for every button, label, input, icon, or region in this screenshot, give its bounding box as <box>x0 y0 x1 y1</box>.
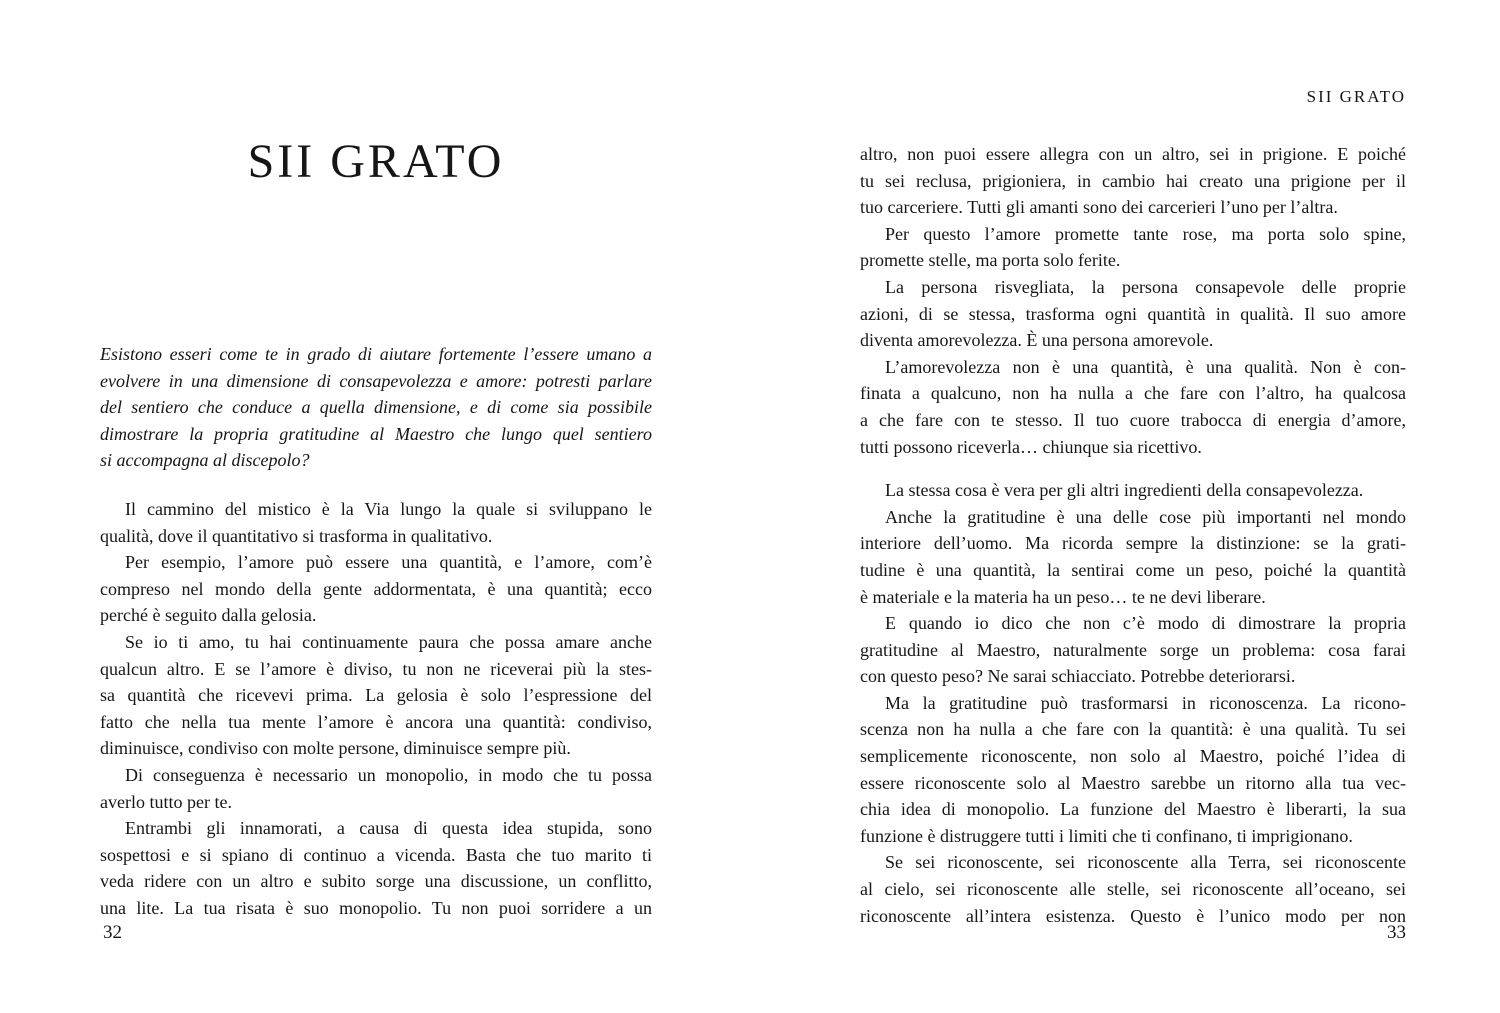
paragraph <box>860 610 1406 690</box>
text-line: Per esempio, l’amore può essere una quantità, e l’amore, com’è <box>125 552 652 573</box>
page-left <box>100 0 652 1013</box>
text-line: funzione è distruggere tutti i limiti che ti confinano, ti imprigionano. <box>860 825 1353 846</box>
text-line: compreso nel mondo della gente addormentata, è una quantità; ecco <box>100 578 652 599</box>
text-line: averlo tutto per te. <box>100 791 232 812</box>
text-line: Per questo l’amore promette tante rose, ma porta solo spine, <box>885 223 1406 244</box>
text-line: del sentiero che conduce a quella dimensione, e di come sia possibile <box>100 397 652 418</box>
text-line: si accompagna al discepolo? <box>100 450 310 471</box>
paragraph <box>860 274 1406 354</box>
text-line: tudine è una quantità, la sentirai come un peso, poiché la quantità <box>860 559 1406 580</box>
text-line: Ma la gratitudine può trasformarsi in riconoscenza. La ricono- <box>885 692 1406 713</box>
paragraph <box>860 354 1406 460</box>
text-line: perché è seguito dalla gelosia. <box>100 605 317 626</box>
paragraph <box>860 141 1406 221</box>
text-line: Se io ti amo, tu hai continuamente paura che possa amare anche <box>125 631 652 652</box>
text-line: diventa amorevolezza. È una persona amorevole. <box>860 330 1214 351</box>
paragraph <box>100 341 652 474</box>
text-line: altro, non puoi essere allegra con un altro, sei in prigione. E poiché <box>860 144 1406 164</box>
chapter-title: SII GRATO <box>247 135 505 188</box>
text-line: con questo peso? Ne sarai schiacciato. Potrebbe deteriorarsi. <box>860 666 1296 687</box>
text-line: Entrambi gli innamorati, a causa di questa idea stupida, sono <box>125 818 652 839</box>
text-line: fatto che nella tua mente l’amore è ancora una quantità: condiviso, <box>100 711 652 732</box>
left-body-text <box>100 496 652 922</box>
intro-question <box>100 341 652 474</box>
text-line: gratitudine al Maestro, naturalmente sorge un problema: cosa farai <box>860 639 1406 660</box>
text-line: finata a qualcuno, non ha nulla a che fare con l’altro, ha qualcosa <box>860 383 1406 404</box>
text-line: evolvere in una dimensione di consapevolezza e amore: potresti parlare <box>100 370 652 391</box>
text-line: al cielo, sei riconoscente alle stelle, sei riconoscente all’oceano, sei <box>860 879 1406 900</box>
text-line: tuo carceriere. Tutti gli amanti sono dei carcerieri l’uno per l’altra. <box>860 197 1338 218</box>
right-body-text <box>860 141 1406 929</box>
text-line: chia idea di monopolio. La funzione del Maestro è liberarti, la sua <box>860 799 1406 820</box>
text-line: dimostrare la propria gratitudine al Maestro che lungo quel sentiero <box>100 423 652 444</box>
text-line: Il cammino del mistico è la Via lungo la quale si sviluppano le <box>125 499 652 519</box>
text-line: Anche la gratitudine è una delle cose più importanti nel mondo <box>885 506 1406 527</box>
paragraph <box>100 629 652 762</box>
text-line: tu sei reclusa, prigioniera, in cambio hai creato una prigione per il <box>860 170 1406 191</box>
text-line: Esistono esseri come te in grado di aiutare fortemente l’essere umano a <box>100 344 652 364</box>
paragraph <box>860 690 1406 850</box>
text-line: una lite. La tua risata è suo monopolio. Tu non puoi sorridere a un <box>100 897 652 918</box>
text-line: qualità, dove il quantitativo si trasforma in qualitativo. <box>100 525 493 546</box>
paragraph <box>860 504 1406 610</box>
text-line: Se sei riconoscente, sei riconoscente alla Terra, sei riconoscente <box>885 852 1406 873</box>
paragraph <box>100 496 652 549</box>
paragraph <box>100 549 652 629</box>
running-header: SII GRATO <box>1306 87 1406 106</box>
paragraph <box>100 815 652 921</box>
text-line: L’amorevolezza non è una quantità, è una qualità. Non è con- <box>885 356 1406 377</box>
text-line: scenza non ha nulla a che fare con la quantità: è una qualità. Tu sei <box>860 719 1406 740</box>
text-line: essere riconoscente solo al Maestro sarebbe un ritorno alla tua vec- <box>860 772 1406 793</box>
paragraph <box>100 762 652 815</box>
text-line: Di conseguenza è necessario un monopolio, in modo che tu possa <box>125 764 652 785</box>
text-line: veda ridere con un altro e subito sorge una discussione, un conflitto, <box>100 871 652 892</box>
text-line: sa quantità che ricevevi prima. La gelosia è solo l’espressione del <box>100 685 652 706</box>
paragraph <box>860 849 1406 929</box>
page-number-right: 33 <box>1387 922 1406 943</box>
text-line: semplicemente riconoscente, non solo al Maestro, poiché l’idea di <box>860 746 1406 767</box>
text-line: riconoscente all’intera esistenza. Questo è l’unico modo per non <box>860 905 1406 926</box>
text-line: promette stelle, ma porta solo ferite. <box>860 250 1121 271</box>
page-number-left: 32 <box>103 922 122 943</box>
text-line: La stessa cosa è vera per gli altri ingredienti della consapevolezza. <box>885 480 1364 501</box>
text-line: E quando io dico che non c’è modo di dimostrare la propria <box>885 613 1406 634</box>
paragraph <box>860 221 1406 274</box>
text-line: La persona risvegliata, la persona consapevole delle proprie <box>885 276 1406 297</box>
text-line: qualcun altro. E se l’amore è diviso, tu non ne riceverai più la stes- <box>100 658 652 679</box>
paragraph <box>860 477 1406 504</box>
text-line: interiore dell’uomo. Ma ricorda sempre la distinzione: se la grati- <box>860 533 1406 554</box>
page-right <box>860 0 1406 1013</box>
text-line: azioni, di se stessa, trasforma ogni quantità in qualità. Il suo amore <box>860 303 1406 324</box>
text-line: diminuisce, condiviso con molte persone, diminuisce sempre più. <box>100 738 571 759</box>
text-line: a che fare con te stesso. Il tuo cuore trabocca di energia d’amore, <box>860 409 1406 430</box>
text-line: tutti possono riceverla… chiunque sia ricettivo. <box>860 436 1202 457</box>
text-line: sospettosi e si spiano di continuo a vicenda. Basta che tuo marito ti <box>100 844 652 865</box>
text-line: è materiale e la materia ha un peso… te ne devi liberare. <box>860 586 1266 607</box>
